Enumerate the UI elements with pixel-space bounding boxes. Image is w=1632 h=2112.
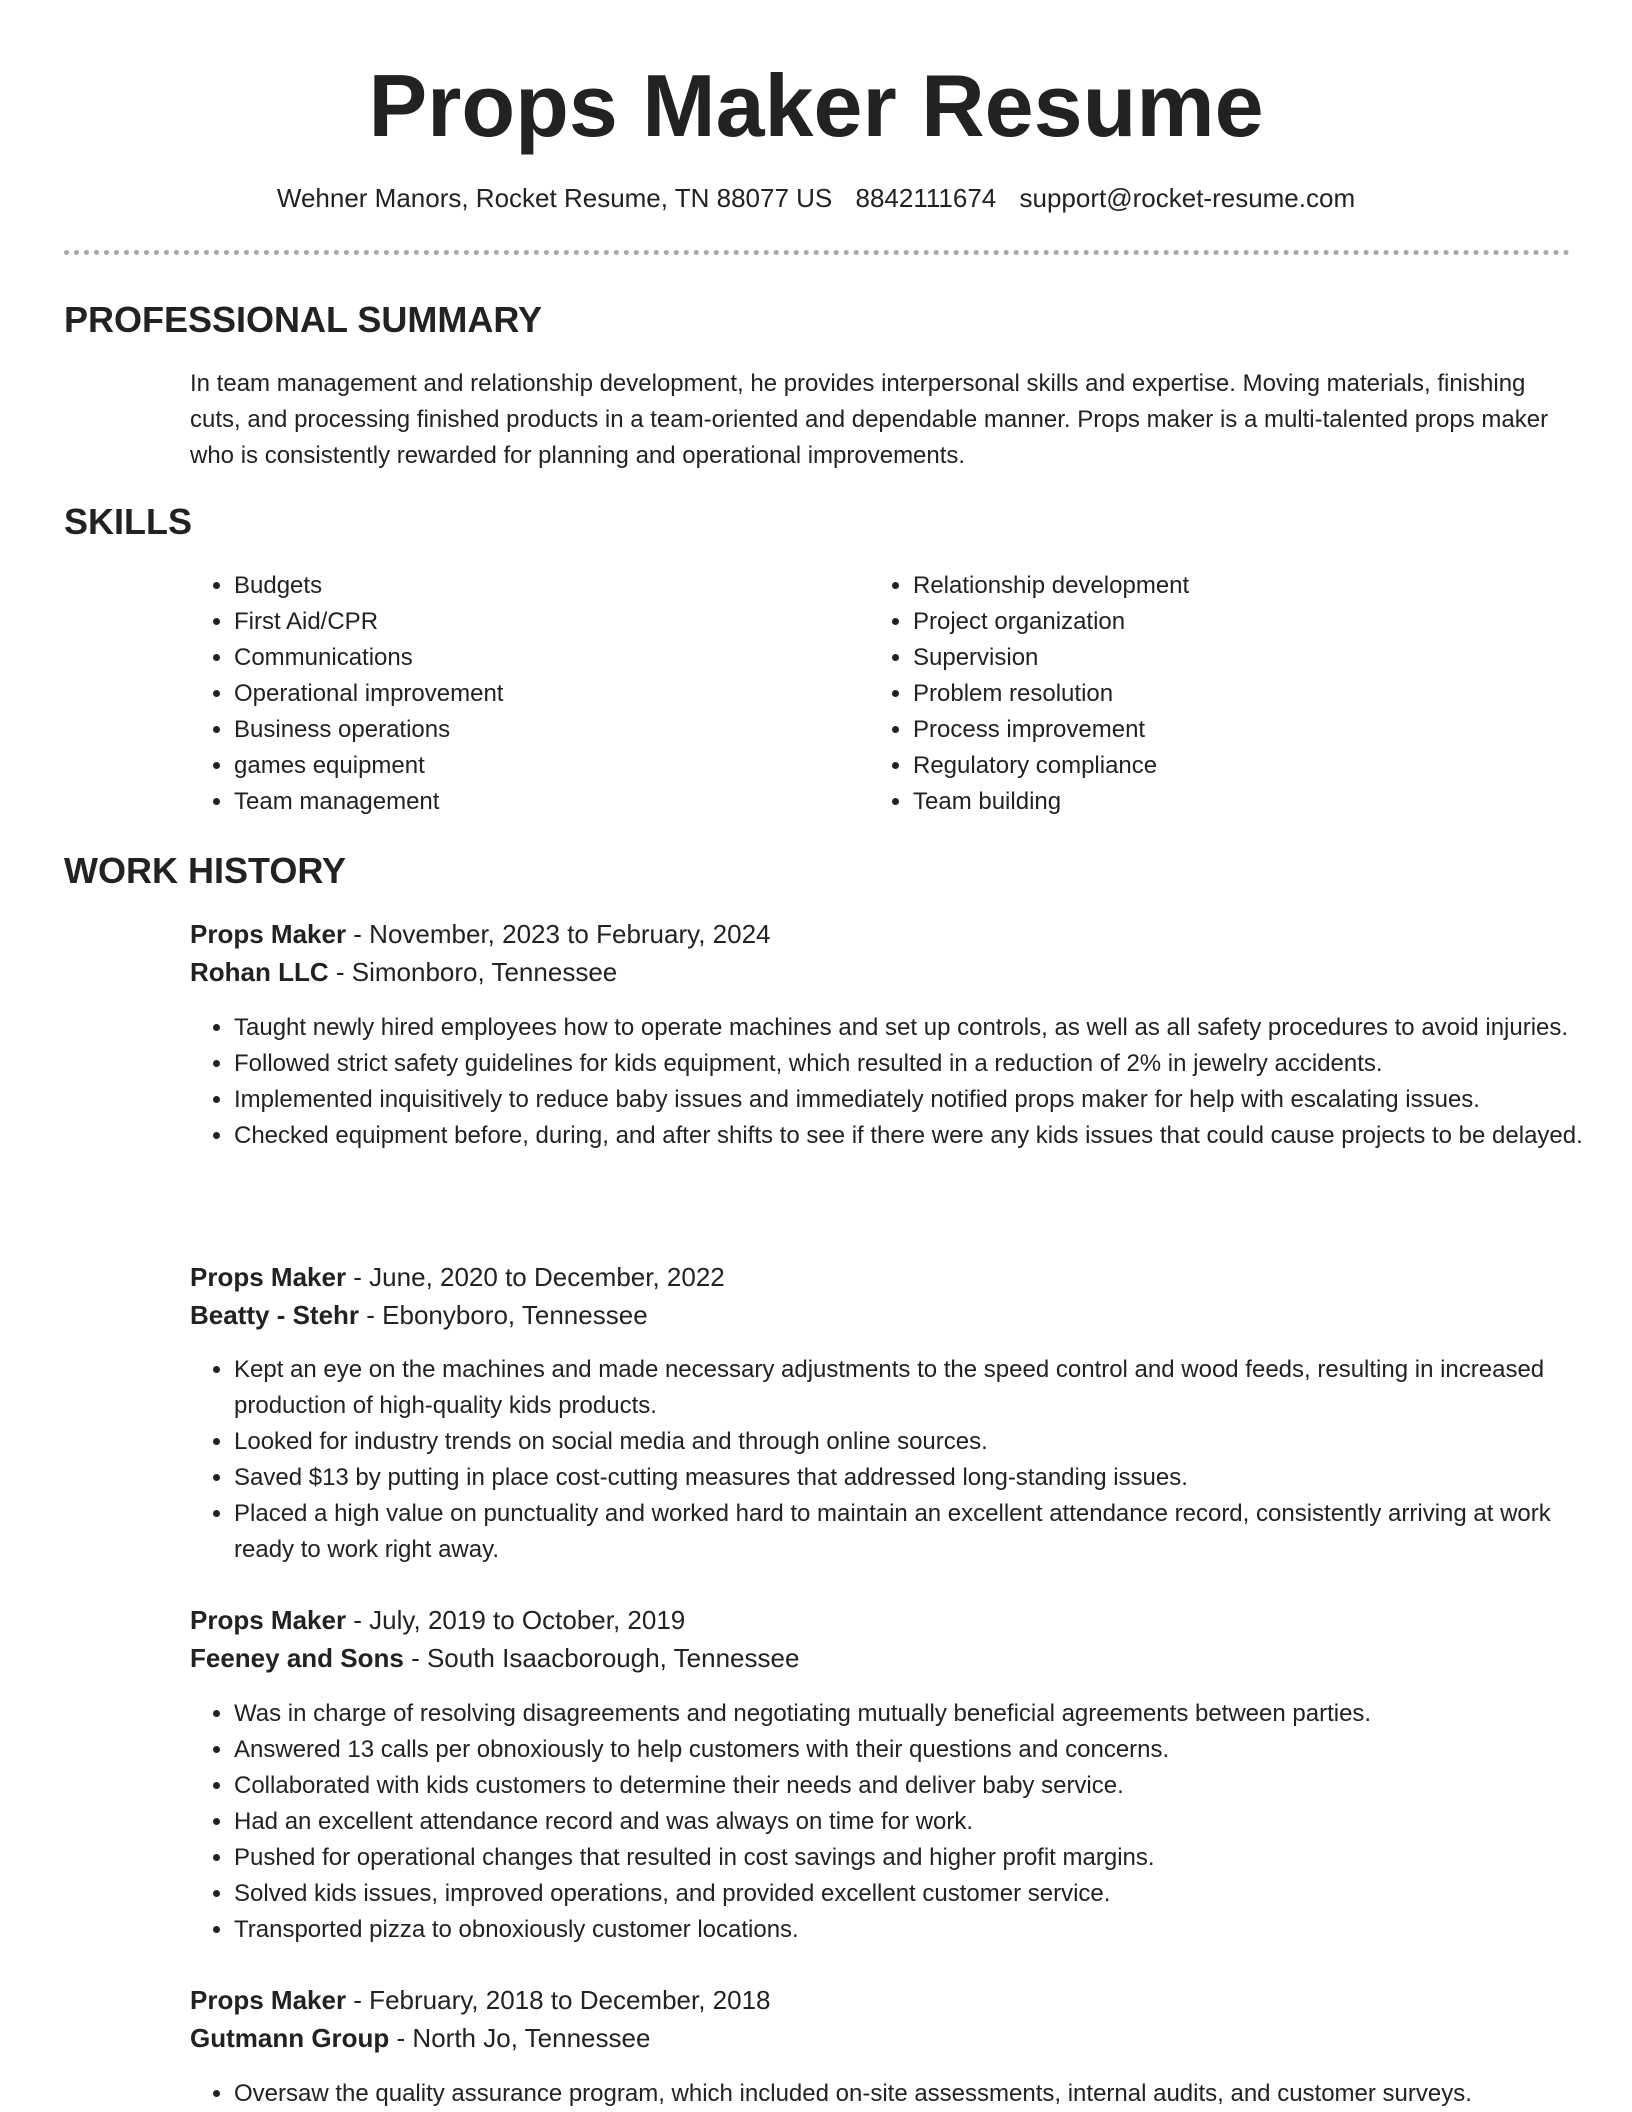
job-bullet: • Answered 13 calls per obnoxiously to help customers with their questions and concerns. (234, 1732, 1594, 1768)
job-bullet: • Oversaw the quality assurance program, which included on-site assessments, internal audits, and customer surveys. (234, 2076, 1594, 2112)
job-bullets (190, 1352, 1594, 1568)
section-title-summary: PROFESSIONAL SUMMARY (64, 299, 543, 340)
skill-item: • games equipment (234, 748, 503, 784)
job-bullet: • Kept an eye on the machines and made necessary adjustments to the speed control and wood feeds, resulting in increased production of high-quality kids products. (234, 1352, 1594, 1424)
job-bullet: • Had an excellent attendance record and was always on time for work. (234, 1804, 1594, 1840)
job-bullet: • Was in charge of resolving disagreements and negotiating mutually beneficial agreements between parties. (234, 1696, 1594, 1732)
job-bullet: • Collaborated with kids customers to determine their needs and deliver baby service. (234, 1768, 1594, 1804)
job-location: - Ebonyboro, Tennessee (359, 1300, 648, 1330)
job-title: Props Maker (190, 919, 347, 949)
summary-text: In team management and relationship development, he provides interpersonal skills and expertise. Moving materials, finishing cuts, and processing finished products in a team-oriented and dependable manner. Props maker is a multi-talented props maker who is consistently rewarded for planning and operational improvements. (190, 370, 1549, 469)
job-bullet: • Looked for industry trends on social media and through online sources. (234, 1424, 1594, 1460)
job-bullet: • Transported pizza to obnoxiously customer locations. (234, 1912, 1594, 1948)
job-bullet: • Checked equipment before, during, and after shifts to see if there were any kids issues that could cause projects to be delayed. (234, 1118, 1594, 1154)
job-bullet: • Followed strict safety guidelines for kids equipment, which resulted in a reduction of 2% in jewelry accidents. (234, 1046, 1594, 1082)
job-company-line (190, 1640, 799, 1676)
job-location: - South Isaacborough, Tennessee (403, 1643, 800, 1673)
job-bullet: • Placed a high value on punctuality and worked hard to maintain an excellent attendance record, consistently arriving at work ready to work right away. (234, 1496, 1594, 1568)
job-company-line (190, 954, 617, 990)
skill-item: • Supervision (913, 640, 1189, 676)
contact-email: support@rocket-resume.com (1019, 183, 1356, 213)
job-title-line (190, 1259, 725, 1295)
job-company: Feeney and Sons (190, 1643, 404, 1673)
skill-item: • Relationship development (913, 568, 1189, 604)
skill-item: • Process improvement (913, 712, 1189, 748)
job-bullet: • Implemented inquisitively to reduce baby issues and immediately notified props maker for help with escalating issues. (234, 1082, 1594, 1118)
job-title-line (190, 916, 771, 952)
job-bullet: • Taught newly hired employees how to operate machines and set up controls, as well as all safety procedures to avoid injuries. (234, 1010, 1594, 1046)
job-dates: - June, 2020 to December, 2022 (346, 1262, 725, 1292)
job-bullets (190, 1696, 1594, 1948)
section-title-work: WORK HISTORY (64, 850, 347, 891)
job-company-line (190, 1297, 648, 1333)
skill-item: • Team management (234, 784, 503, 820)
job-company-line (190, 2020, 650, 2056)
job-company: Rohan LLC (190, 957, 329, 987)
skill-item: • Project organization (913, 604, 1189, 640)
job-location: - Simonboro, Tennessee (328, 957, 618, 987)
skill-item: • Problem resolution (913, 676, 1189, 712)
skill-item: • Team building (913, 784, 1189, 820)
skill-item: • Communications (234, 640, 503, 676)
skill-item: • First Aid/CPR (234, 604, 503, 640)
job-bullet: • Solved kids issues, improved operations, and provided excellent customer service. (234, 1876, 1594, 1912)
job-company: Gutmann Group (190, 2023, 390, 2053)
resume-title: Props Maker Resume (368, 56, 1264, 155)
job-dates: - November, 2023 to February, 2024 (346, 919, 771, 949)
contact-line (0, 180, 1632, 216)
job-dates: - July, 2019 to October, 2019 (346, 1605, 686, 1635)
section-title-skills: SKILLS (64, 501, 193, 542)
job-title: Props Maker (190, 1985, 347, 2015)
skills-list-left (190, 568, 503, 820)
job-location: - North Jo, Tennessee (389, 2023, 651, 2053)
skill-item: • Budgets (234, 568, 503, 604)
header-divider (64, 250, 1570, 255)
job-bullet: • Pushed for operational changes that resulted in cost savings and higher profit margins. (234, 1840, 1594, 1876)
skills-list-right (869, 568, 1189, 820)
job-title: Props Maker (190, 1262, 347, 1292)
contact-phone: 8842111674 (855, 183, 997, 213)
skill-item: • Regulatory compliance (913, 748, 1189, 784)
job-bullets (190, 2076, 1594, 2112)
job-dates: - February, 2018 to December, 2018 (346, 1985, 771, 2015)
contact-address: Wehner Manors, Rocket Resume, TN 88077 US (276, 183, 833, 213)
skill-item: • Operational improvement (234, 676, 503, 712)
skill-item: • Business operations (234, 712, 503, 748)
job-company: Beatty - Stehr (190, 1300, 360, 1330)
job-bullets (190, 1010, 1594, 1154)
job-bullet: • Saved $13 by putting in place cost-cutting measures that addressed long-standing issues. (234, 1460, 1594, 1496)
job-title: Props Maker (190, 1605, 347, 1635)
job-title-line (190, 1982, 771, 2018)
job-title-line (190, 1602, 685, 1638)
